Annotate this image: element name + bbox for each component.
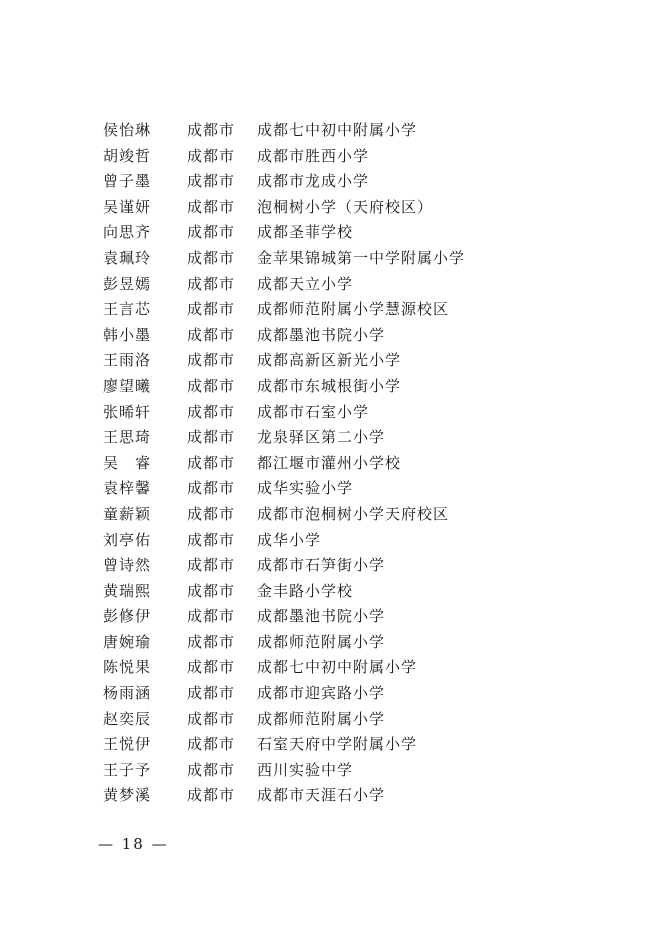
list-item bbox=[103, 476, 623, 502]
school-name: 龙泉驿区第二小学 bbox=[257, 428, 386, 447]
list-item bbox=[103, 758, 623, 784]
school-name: 成都师范附属小学 bbox=[257, 632, 386, 651]
student-name: 张晞轩 bbox=[103, 402, 152, 421]
student-name: 廖望曦 bbox=[103, 376, 152, 395]
school-name: 西川实验中学 bbox=[257, 760, 354, 779]
list-item bbox=[103, 783, 623, 809]
list-item bbox=[103, 451, 623, 477]
student-name: 曾诗然 bbox=[103, 556, 152, 575]
list-item bbox=[103, 681, 623, 707]
list-item bbox=[103, 502, 623, 528]
school-name: 成都七中初中附属小学 bbox=[257, 658, 418, 677]
student-name: 刘亭佑 bbox=[103, 530, 152, 549]
student-name: 王雨洛 bbox=[103, 351, 152, 370]
list-item bbox=[103, 195, 623, 221]
school-name: 成都天立小学 bbox=[257, 274, 354, 293]
city-name: 成都市 bbox=[187, 376, 236, 395]
student-name: 唐婉瑜 bbox=[103, 632, 152, 651]
school-name: 成都墨池书院小学 bbox=[257, 325, 386, 344]
city-name: 成都市 bbox=[187, 453, 236, 472]
city-name: 成都市 bbox=[187, 556, 236, 575]
list-item bbox=[103, 220, 623, 246]
student-name: 侯怡琳 bbox=[103, 121, 152, 139]
student-name: 王子予 bbox=[103, 760, 152, 779]
school-name: 成都市胜西小学 bbox=[257, 146, 370, 165]
school-name: 成都七中初中附属小学 bbox=[257, 121, 418, 139]
list-item bbox=[103, 272, 623, 298]
award-list bbox=[103, 118, 623, 809]
school-name: 石室天府中学附属小学 bbox=[257, 735, 418, 754]
school-name: 成都市石室小学 bbox=[257, 402, 370, 421]
school-name: 成都墨池书院小学 bbox=[257, 607, 386, 626]
city-name: 成都市 bbox=[187, 146, 236, 165]
student-name: 吴 睿 bbox=[103, 453, 152, 472]
list-item bbox=[103, 374, 623, 400]
student-name: 袁梓馨 bbox=[103, 479, 152, 498]
student-name: 童薪颖 bbox=[103, 504, 152, 523]
student-name: 彭修伊 bbox=[103, 607, 152, 626]
student-name: 赵奕辰 bbox=[103, 709, 152, 728]
student-name: 袁珮玲 bbox=[103, 248, 152, 267]
list-item bbox=[103, 655, 623, 681]
list-item bbox=[103, 246, 623, 272]
school-name: 成都圣菲学校 bbox=[257, 223, 354, 242]
city-name: 成都市 bbox=[187, 709, 236, 728]
page-number: — 18 — bbox=[98, 835, 169, 853]
city-name: 成都市 bbox=[187, 684, 236, 703]
city-name: 成都市 bbox=[187, 479, 236, 498]
student-name: 王思琦 bbox=[103, 428, 152, 447]
city-name: 成都市 bbox=[187, 223, 236, 242]
school-name: 都江堰市灌州小学校 bbox=[257, 453, 402, 472]
list-item bbox=[103, 297, 623, 323]
list-item bbox=[103, 707, 623, 733]
city-name: 成都市 bbox=[187, 607, 236, 626]
student-name: 韩小墨 bbox=[103, 325, 152, 344]
student-name: 曾子墨 bbox=[103, 172, 152, 191]
city-name: 成都市 bbox=[187, 735, 236, 754]
school-name: 成都市东城根街小学 bbox=[257, 376, 402, 395]
student-name: 王言芯 bbox=[103, 300, 152, 319]
list-item bbox=[103, 323, 623, 349]
school-name: 成都师范附属小学 bbox=[257, 709, 386, 728]
list-item bbox=[103, 604, 623, 630]
city-name: 成都市 bbox=[187, 786, 236, 805]
list-item bbox=[103, 400, 623, 426]
city-name: 成都市 bbox=[187, 530, 236, 549]
list-item bbox=[103, 118, 623, 144]
city-name: 成都市 bbox=[187, 197, 236, 216]
school-name: 成都市泡桐树小学天府校区 bbox=[257, 504, 450, 523]
student-name: 彭昱嫣 bbox=[103, 274, 152, 293]
school-name: 成都市迎宾路小学 bbox=[257, 684, 386, 703]
student-name: 黄瑞熙 bbox=[103, 581, 152, 600]
school-name: 成华实验小学 bbox=[257, 479, 354, 498]
school-name: 成都师范附属小学慧源校区 bbox=[257, 300, 450, 319]
city-name: 成都市 bbox=[187, 121, 236, 139]
city-name: 成都市 bbox=[187, 248, 236, 267]
list-item bbox=[103, 348, 623, 374]
list-item bbox=[103, 732, 623, 758]
city-name: 成都市 bbox=[187, 504, 236, 523]
student-name: 吴谨妍 bbox=[103, 197, 152, 216]
list-item bbox=[103, 169, 623, 195]
school-name: 成都市石笋街小学 bbox=[257, 556, 386, 575]
list-item bbox=[103, 144, 623, 170]
student-name: 黄梦溪 bbox=[103, 786, 152, 805]
city-name: 成都市 bbox=[187, 402, 236, 421]
city-name: 成都市 bbox=[187, 581, 236, 600]
list-item bbox=[103, 425, 623, 451]
student-name: 王悦伊 bbox=[103, 735, 152, 754]
school-name: 金苹果锦城第一中学附属小学 bbox=[257, 248, 466, 267]
city-name: 成都市 bbox=[187, 300, 236, 319]
student-name: 陈悦果 bbox=[103, 658, 152, 677]
list-item bbox=[103, 553, 623, 579]
list-item bbox=[103, 528, 623, 554]
city-name: 成都市 bbox=[187, 325, 236, 344]
city-name: 成都市 bbox=[187, 274, 236, 293]
school-name: 成都市天涯石小学 bbox=[257, 786, 386, 805]
city-name: 成都市 bbox=[187, 172, 236, 191]
city-name: 成都市 bbox=[187, 760, 236, 779]
list-item bbox=[103, 579, 623, 605]
school-name: 成华小学 bbox=[257, 530, 322, 549]
school-name: 成都高新区新光小学 bbox=[257, 351, 402, 370]
city-name: 成都市 bbox=[187, 428, 236, 447]
list-item bbox=[103, 630, 623, 656]
school-name: 泡桐树小学（天府校区） bbox=[257, 197, 434, 216]
city-name: 成都市 bbox=[187, 658, 236, 677]
school-name: 成都市龙成小学 bbox=[257, 172, 370, 191]
city-name: 成都市 bbox=[187, 351, 236, 370]
school-name: 金丰路小学校 bbox=[257, 581, 354, 600]
student-name: 胡竣哲 bbox=[103, 146, 152, 165]
city-name: 成都市 bbox=[187, 632, 236, 651]
student-name: 向思齐 bbox=[103, 223, 152, 242]
student-name: 杨雨涵 bbox=[103, 684, 152, 703]
